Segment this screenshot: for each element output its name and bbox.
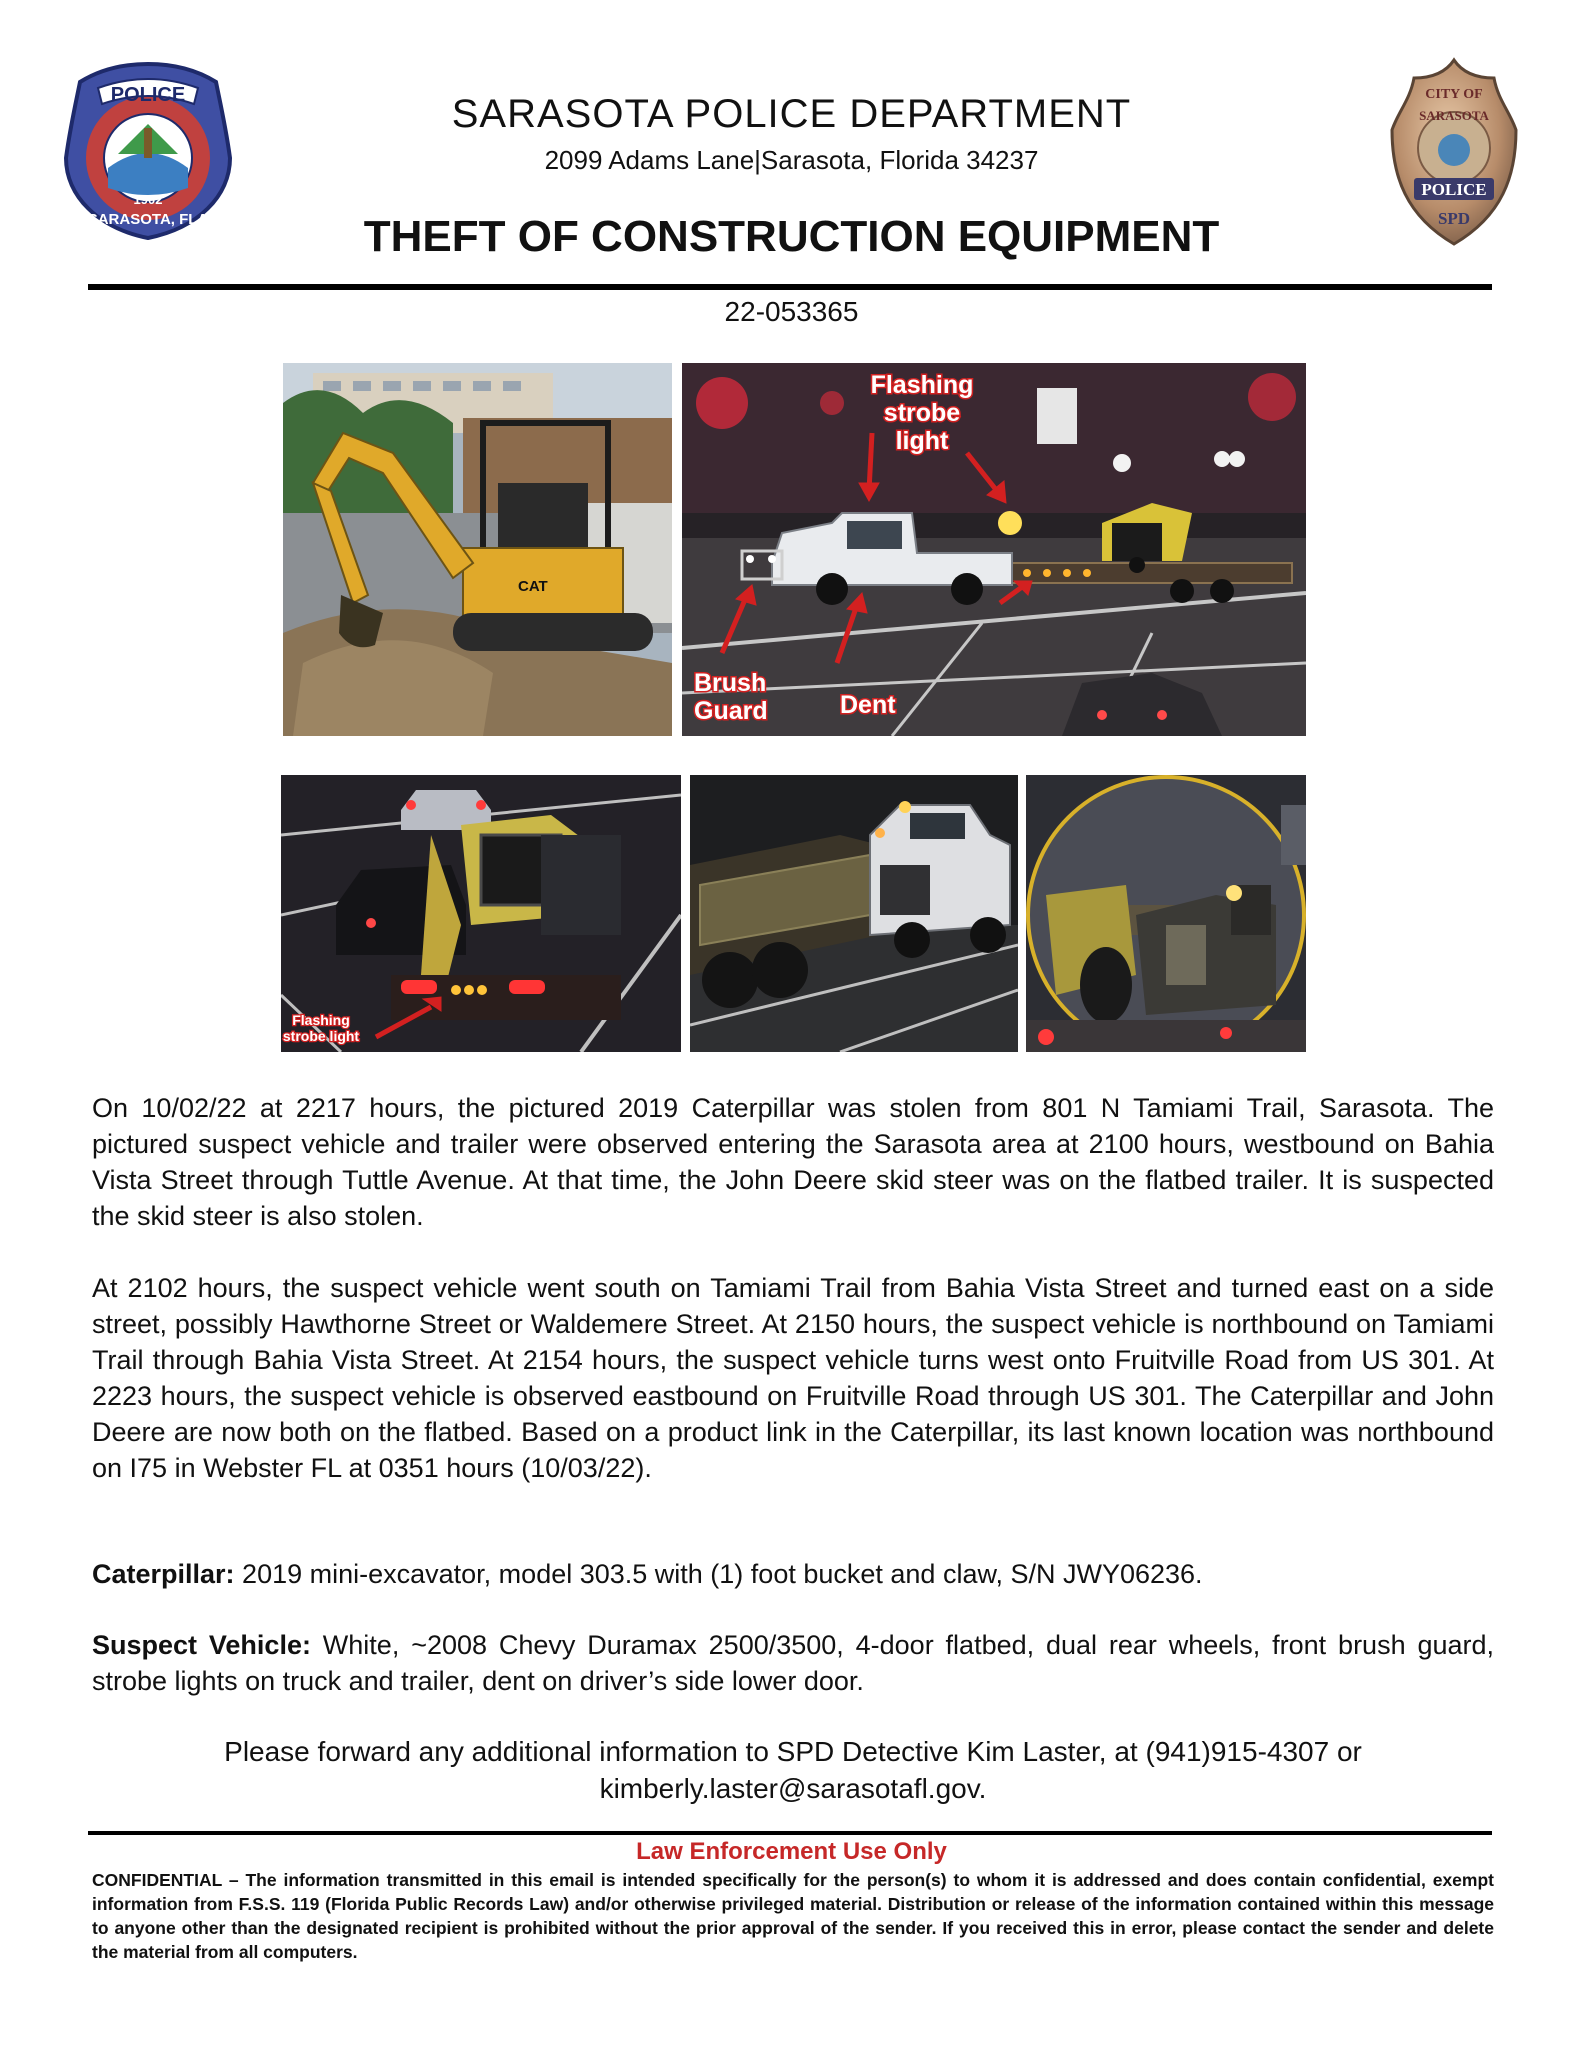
- suspect-vehicle-label: Suspect Vehicle:: [92, 1630, 311, 1660]
- footer-divider: [88, 1831, 1492, 1835]
- incident-paragraph: On 10/02/22 at 2217 hours, the pictured 2019 Caterpillar was stolen from 801 N Tamiami Trail, Sarasota. The pictured suspect vehicle and trailer were observed entering the Sarasota area at 2100 hours, westbound on Bahia Vista Street through Tuttle Avenue. At that time, the John Deere skid steer was on the flatbed trailer. It is suspected the skid steer is also stolen.: [92, 1093, 1494, 1231]
- contact-request-line1: Please forward any additional information to SPD Detective Kim Laster, at (941)915-4307 or: [224, 1736, 1362, 1767]
- strobe-annotation-line3: light: [895, 427, 949, 455]
- badge-sarasota-text: SARASOTA: [1419, 108, 1489, 123]
- department-address: 2099 Adams Lane|Sarasota, Florida 34237: [544, 145, 1039, 175]
- confidentiality-notice: CONFIDENTIAL – The information transmitted in this email is intended specifically for the person(s) to whom it is addressed and does contain confidential, exempt information from F.S.S. 119 (Florida Public Records Law) and/or otherwise privileged material. Distribution or release of the information contained within this message to anyone other than the designated recipient is prohibited without the prior approval of the sender. If you received this in error, please contact the sender and delete the material from all computers.: [92, 1870, 1494, 1962]
- strobe-annotation-line2: strobe: [883, 399, 961, 427]
- brush-guard-annotation-line1: Brush: [694, 669, 767, 697]
- excavator-photo: [283, 363, 672, 736]
- skid-steer-closeup-photo: [1026, 775, 1306, 1052]
- patch-police-text: POLICE: [110, 84, 186, 106]
- patch-city-text: SARASOTA, FLA: [87, 211, 209, 228]
- contact-email: kimberly.laster@sarasotafl.gov.: [599, 1773, 987, 1804]
- document-title: THEFT OF CONSTRUCTION EQUIPMENT: [363, 212, 1220, 261]
- rear-strobe-annotation-line1: Flashing: [292, 1012, 350, 1028]
- truck-side-photo: [690, 775, 1018, 1052]
- badge-city-of-text: CITY OF: [1425, 87, 1483, 102]
- brush-guard-annotation-line2: Guard: [694, 697, 768, 725]
- law-enforcement-notice: Law Enforcement Use Only: [636, 1838, 947, 1865]
- route-paragraph: At 2102 hours, the suspect vehicle went south on Tamiami Trail from Bahia Vista Street and turned east on a side street, possibly Hawthorne Street or Waldemere Street. At 2150 hours, the suspect vehicle is northbound on Tamiami Trail through Bahia Vista Street. At 2154 hours, the suspect vehicle turns west onto Fruitville Road from US 301. At 2223 hours, the suspect vehicle is observed eastbound on Fruitville Road through US 301. The Caterpillar and John Deere are now both on the flatbed. Based on a product link in the Caterpillar, its last known location was northbound on I75 in Webster FL at 0351 hours (10/03/22).: [92, 1273, 1494, 1483]
- badge-spd-text: SPD: [1437, 209, 1471, 228]
- dent-annotation: Dent: [840, 691, 896, 719]
- caterpillar-description: [92, 1556, 1494, 1592]
- contact-request: [92, 1733, 1494, 1807]
- trailer-rear-photo: [281, 775, 681, 1052]
- rear-strobe-annotation-line2: strobe light: [282, 1028, 360, 1044]
- strobe-annotation-line1: Flashing: [870, 371, 974, 399]
- badge-police-text: POLICE: [1421, 180, 1487, 199]
- department-name: SARASOTA POLICE DEPARTMENT: [451, 92, 1132, 136]
- caterpillar-label: Caterpillar:: [92, 1559, 235, 1589]
- header-divider: [88, 284, 1492, 290]
- suspect-vehicle-description: [92, 1627, 1494, 1699]
- suspect-truck-photo: [682, 363, 1306, 736]
- suspect-vehicle-details: White, ~2008 Chevy Duramax 2500/3500, 4-door flatbed, dual rear wheels, front brush guard, strobe lights on truck and trailer, dent on driver’s side lower door.: [92, 1630, 1495, 1696]
- case-number: 22-053365: [724, 296, 859, 327]
- cat-decal-text: CAT: [518, 578, 548, 595]
- patch-year-text: 1902: [133, 192, 163, 207]
- caterpillar-details: 2019 mini-excavator, model 303.5 with (1) foot bucket and claw, S/N JWY06236.: [234, 1559, 1203, 1589]
